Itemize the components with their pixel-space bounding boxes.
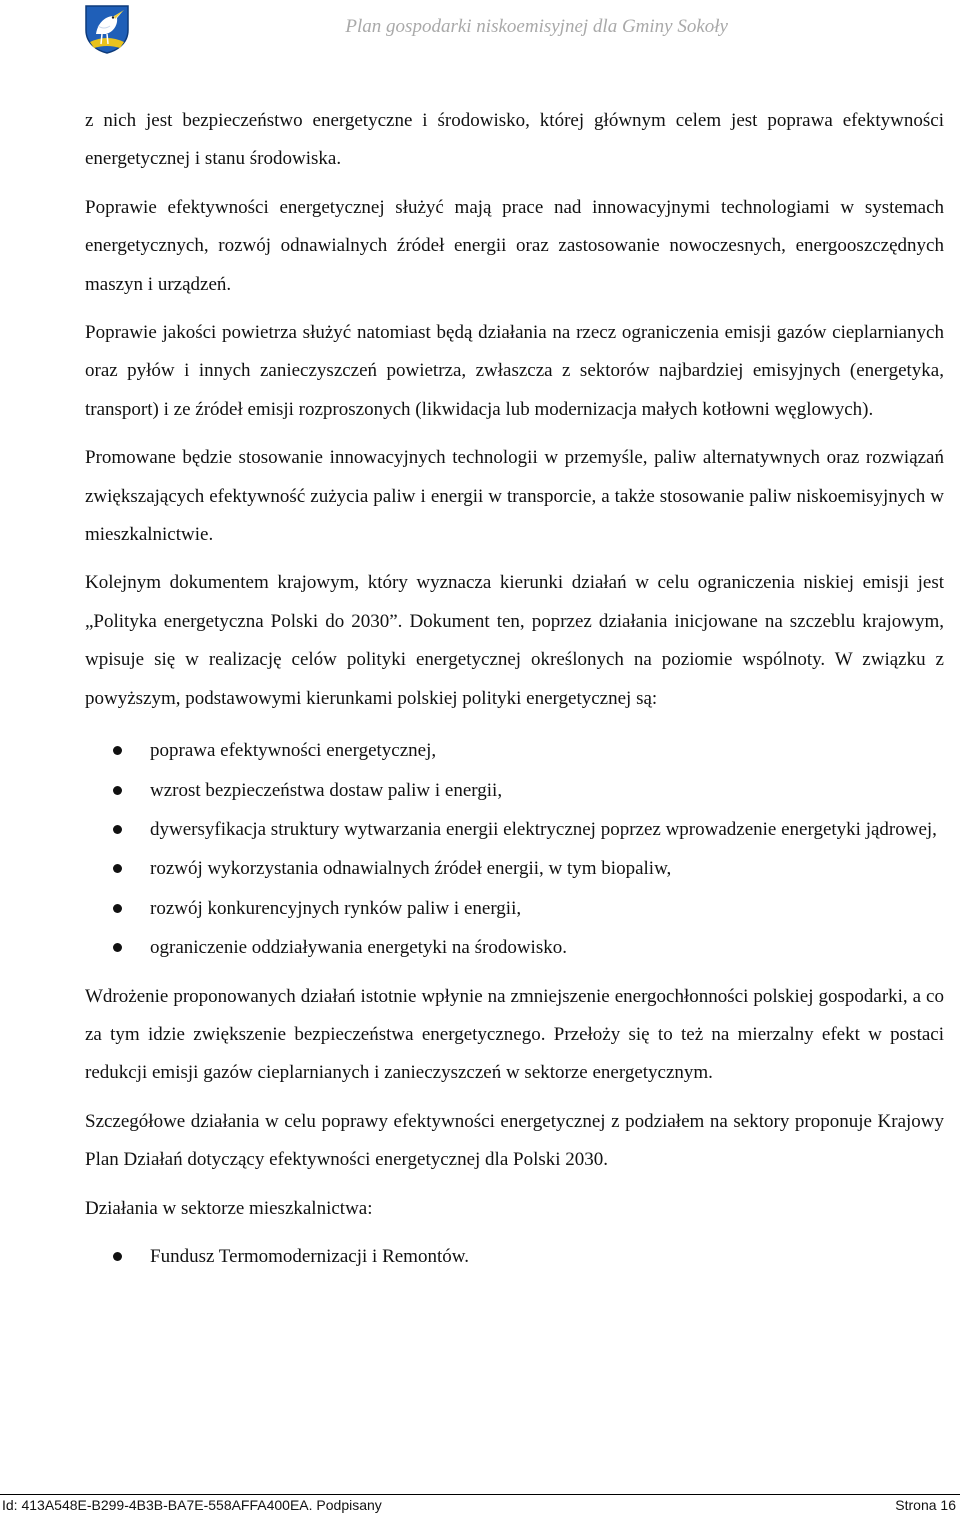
bullet-icon [113,943,122,952]
paragraph: Poprawie efektywności energetycznej służyć mają prace nad innowacyjnymi technologiami w systemach energetycznych, rozwój odnawialnych źródeł energii oraz zastosowanie nowoczesnych, energooszczędnych maszyn i urządzeń. [85,196,944,295]
page-number: Strona 16 [895,1497,956,1513]
list-item [85,811,944,849]
bullet-icon [113,864,122,873]
bullet-icon [113,746,122,755]
policy-directions-list [85,732,944,967]
list-item [85,1238,944,1276]
list-item-text: wzrost bezpieczeństwa dostaw paliw i energii, [150,779,503,801]
coat-of-arms-heron-icon [84,4,130,54]
document-body [85,102,944,1286]
list-item-text: Fundusz Termomodernizacji i Remontów. [150,1245,469,1267]
list-item-text: ograniczenie oddziaływania energetyki na środowisko. [150,937,567,959]
bullet-icon [113,825,122,834]
bullet-icon [113,786,122,795]
footer-divider [0,1494,960,1495]
paragraph: Poprawie jakości powietrza służyć natomiast będą działania na rzecz ograniczenia emisji gazów cieplarnianych oraz pyłów i innych zanieczyszczeń powietrza, zwłaszcza z sektorów najbardziej emisyjnych (energetyka, transport) i ze źródeł emisji rozproszonych (likwidacja lub modernizacja małych kotłowni węglowych). [85,322,944,420]
bullet-icon [113,904,122,913]
paragraph: Wdrożenie proponowanych działań istotnie wpłynie na zmniejszenie energochłonności polskiej gospodarki, a co za tym idzie zwiększenie bezpieczeństwa energetycznego. Przełoży się to też na mierzalny efekt w postaci redukcji emisji gazów cieplarnianych i zanieczyszczeń w sektorze energetycznym. [85,985,944,1084]
list-item [85,850,944,888]
paragraph: Promowane będzie stosowanie innowacyjnych technologii w przemyśle, paliw alternatywnych oraz rozwiązań zwiększających efektywność zużycia paliw i energii w transporcie, a także stosowanie paliw niskoemisyjnych w mieszkalnictwie. [85,447,944,546]
bullet-icon [113,1252,122,1261]
page-footer [0,1494,960,1518]
signature-id: Id: 413A548E-B299-4B3B-BA7E-558AFFA400EA. Podpisany [2,1497,382,1513]
list-item [85,890,944,928]
list-item [85,929,944,967]
paragraph: Działania w sektorze mieszkalnictwa: [85,1197,373,1219]
list-item-text: poprawa efektywności energetycznej, [150,740,437,762]
list-item-text: rozwój konkurencyjnych rynków paliw i energii, [150,897,522,919]
list-item-text: dywersyfikacja struktury wytwarzania energii elektrycznej poprzez wprowadzenie energetyki jądrowej, [150,818,937,840]
list-item [85,732,944,770]
paragraph: z nich jest bezpieczeństwo energetyczne i środowisko, której głównym celem jest poprawa efektywności energetycznej i stanu środowiska. [85,110,944,170]
list-item [85,772,944,810]
document-title: Plan gospodarki niskoemisyjnej dla Gminy Sokoły [345,16,728,37]
list-item-text: rozwój wykorzystania odnawialnych źródeł energii, w tym biopaliw, [150,858,672,880]
housing-actions-list [85,1238,944,1276]
paragraph: Kolejnym dokumentem krajowym, który wyznacza kierunki działań w celu ograniczenia niskiej emisji jest „Polityka energetyczna Polski do 2030”. Dokument ten, poprzez działania inicjowane na szczeblu krajowym, wpisuje się w realizację celów polityki energetycznej określonych na poziomie wspólnoty. W związku z powyższym, podstawowymi kierunkami polskiej polityki energetycznej są: [85,572,944,709]
paragraph: Szczegółowe działania w celu poprawy efektywności energetycznej z podziałem na sektory proponuje Krajowy Plan Działań dotyczący efektywności energetycznej dla Polski 2030. [85,1110,944,1171]
page-header [0,0,960,60]
